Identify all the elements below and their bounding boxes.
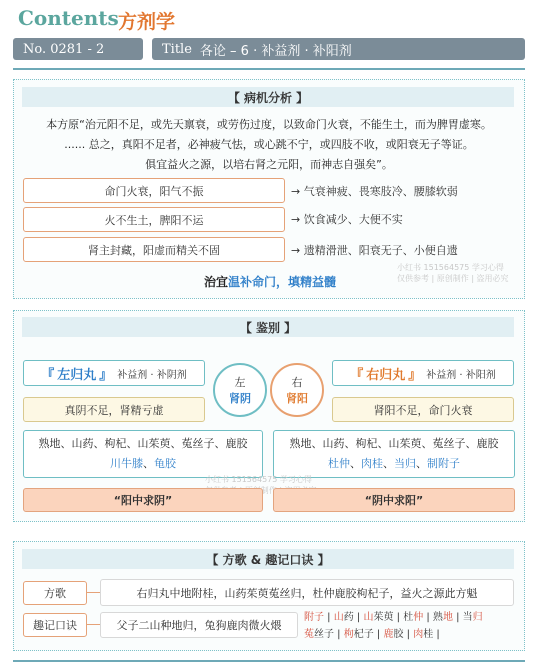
decode-line-2-seg-7: 桂 | — [423, 629, 440, 640]
left-herbs-diff — [110, 454, 176, 474]
left-herbs-box — [23, 430, 263, 478]
right-formula-title — [332, 360, 514, 386]
decode-line-2-seg-5: 胶 | — [393, 629, 414, 640]
decode-line-1-seg-3: 药 | — [343, 612, 364, 623]
trick-decode — [304, 609, 483, 643]
left-formula-category: 补益剂 · 补阴剂 — [117, 369, 187, 381]
trick-connector — [87, 624, 100, 625]
circle-right — [270, 363, 324, 417]
page-title-en: Contents — [18, 6, 119, 30]
decode-line-1-seg-11: 归 — [472, 612, 483, 623]
left-herb-diff-2: 龟胶 — [154, 457, 176, 470]
decode-line-1-seg-4: 山 — [363, 612, 374, 623]
title-bar — [152, 38, 525, 60]
left-formula-name: 左归丸 — [57, 367, 97, 383]
watermark-1-line-2: 仅供参考 | 原创制作 | 盗用必究 — [397, 274, 509, 283]
pathology-line-3: 俱宜益火之源，以培右肾之元阳，而神志自强矣”。 — [145, 158, 393, 171]
left-bracket-open: 『 — [41, 367, 55, 383]
trick-text: 父子二山种地归，兔狗鹿肉微火煨 — [100, 612, 298, 638]
watermark-2-line-1: 小红书 151564575 学习心得 — [205, 475, 312, 484]
right-herbs-diff — [328, 454, 460, 474]
trick-decode-line-2 — [304, 626, 483, 643]
pathology-line-1: 本方原“治元阳不足，或先天禀衰，或劳伤过度，以致命门火衰，不能生土，而为脾胃虚寒。 — [46, 118, 492, 131]
left-herb-diff-1: 川牛膝 — [110, 457, 143, 470]
left-herbs-common: 熟地、山药、枸杞、山茱萸、菟丝子、鹿胶 — [38, 437, 248, 450]
right-bracket-close: 』 — [408, 367, 422, 383]
right-herbs-common: 熟地、山药、枸杞、山茱萸、菟丝子、鹿胶 — [289, 437, 499, 450]
cause-box-1: 命门火衰，阳气不振 — [23, 178, 285, 203]
decode-line-2-seg-6: 肉 — [413, 629, 424, 640]
footer-rule — [13, 660, 525, 662]
circle-left-bottom: 肾阴 — [229, 392, 251, 405]
right-indication: 肾阳不足，命门火衰 — [332, 397, 514, 422]
decode-line-2-seg-0: 菟 — [304, 629, 314, 640]
decode-line-1-seg-6: 杜 — [403, 612, 414, 623]
number-badge — [13, 38, 143, 60]
compare-heading: 【 鉴别 】 — [22, 317, 514, 337]
header-rule — [13, 68, 525, 70]
left-principle: “阳中求阴” — [23, 488, 263, 512]
decode-line-1-seg-7: 仲 — [413, 612, 424, 623]
decode-line-2-seg-1: 丝子 | — [314, 629, 344, 640]
left-herb-sep: 、 — [143, 457, 154, 470]
left-formula-title — [23, 360, 205, 386]
watermark-1-line-1: 小红书 151564575 学习心得 — [397, 263, 504, 272]
effect-text-3: → 遗精滑泄、阳衰无子、小便自遗 — [291, 244, 458, 257]
treatment-line — [0, 273, 540, 290]
title-text: 各论 – 6 · 补益剂 · 补阳剂 — [199, 43, 352, 59]
right-formula-name: 右归丸 — [366, 367, 406, 383]
left-indication: 真阴不足，肾精亏虚 — [23, 397, 205, 422]
circle-left — [213, 363, 267, 417]
left-bracket-close: 』 — [99, 367, 113, 383]
number-text: No. 0281 - 2 — [23, 41, 105, 57]
decode-line-1-seg-9: 地 — [442, 612, 453, 623]
page-title-cn: 方剂学 — [118, 11, 176, 33]
cause-box-3: 肾主封藏，阳虚而精关不固 — [23, 237, 285, 262]
song-label: 方歌 — [23, 581, 87, 605]
pathology-line-2: ...... 总之，真阳不足者，必神疲气怯，或心跳不宁，或四肢不收，或阳衰无子等证。 — [64, 138, 474, 151]
mnemonic-heading: 【 方歌 & 趣记口诀 】 — [22, 549, 514, 569]
right-herb-sep-1: 、 — [350, 457, 361, 470]
right-herb-diff-3: 当归 — [394, 457, 416, 470]
circle-right-bottom: 肾阳 — [286, 392, 308, 405]
right-formula-category: 补益剂 · 补阳剂 — [426, 369, 496, 381]
circle-left-top: 左 — [234, 376, 246, 389]
treatment-prefix: 治宜 — [203, 275, 228, 289]
right-herb-diff-1: 杜仲 — [328, 457, 350, 470]
cause-box-2: 火不生土，脾阳不运 — [23, 207, 285, 232]
trick-label: 趣记口诀 — [23, 613, 87, 637]
decode-line-1-seg-0: 附子 — [304, 612, 324, 623]
decode-line-1-seg-2: 山 — [333, 612, 344, 623]
title-label: Title — [162, 41, 192, 57]
right-herbs-box — [273, 430, 515, 478]
song-text: 右归丸中地附桂，山药茱萸菟丝归，杜仲鹿胶枸杞子，益火之源此方魁 — [100, 579, 514, 606]
decode-line-2-seg-4: 鹿 — [383, 629, 394, 640]
decode-line-2-seg-3: 杞子 | — [353, 629, 384, 640]
right-herb-sep-2: 、 — [383, 457, 394, 470]
right-herb-diff-4: 制附子 — [427, 457, 460, 470]
trick-decode-line-1 — [304, 609, 483, 626]
decode-line-1-seg-5: 茱萸 | — [373, 612, 404, 623]
circle-right-top: 右 — [291, 376, 303, 389]
effect-text-1: → 气衰神疲、畏寒肢冷、腰膝软弱 — [291, 185, 458, 198]
right-bracket-open: 『 — [350, 367, 364, 383]
treatment-value: 温补命门，填精益髓 — [228, 275, 337, 289]
pathology-heading: 【 病机分析 】 — [22, 87, 514, 107]
decode-line-1-seg-8: | 熟 — [423, 612, 443, 623]
effect-text-2: → 饮食减少、大便不实 — [291, 213, 403, 226]
decode-line-1-seg-10: | 当 — [452, 612, 473, 623]
right-principle: “阴中求阳” — [273, 488, 515, 512]
song-connector — [87, 592, 100, 593]
decode-line-2-seg-2: 枸 — [343, 629, 354, 640]
right-herb-sep-3: 、 — [416, 457, 427, 470]
decode-line-1-seg-1: | — [324, 612, 334, 623]
right-herb-diff-2: 肉桂 — [361, 457, 383, 470]
